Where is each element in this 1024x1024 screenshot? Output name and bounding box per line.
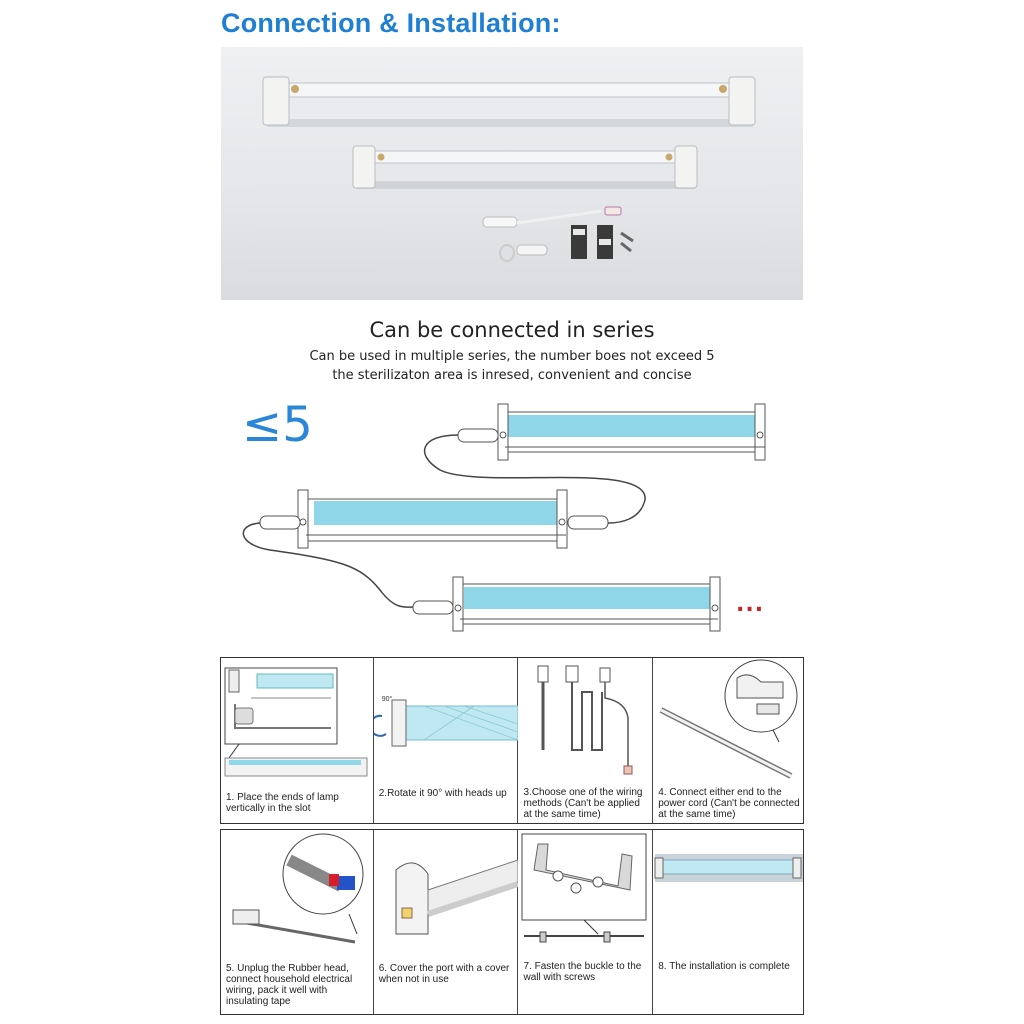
more-lamps-ellipsis: ... xyxy=(736,592,765,617)
step-8 xyxy=(653,830,803,1014)
series-heading: Can be connected in series xyxy=(369,318,655,342)
plug-2b xyxy=(568,516,608,529)
short-lamp-fixture xyxy=(353,146,697,189)
step-3 xyxy=(518,658,653,823)
step-4 xyxy=(653,658,803,823)
step-6-illustration xyxy=(374,830,518,958)
step-3-text: 3.Choose one of the wiring methods (Can't be applied at the same time) xyxy=(523,787,643,820)
step-2 xyxy=(374,658,519,823)
step-5 xyxy=(221,830,374,1014)
step-5-illustration xyxy=(221,830,373,958)
steps-row-2 xyxy=(220,829,804,1015)
step-6 xyxy=(374,830,519,1014)
series-description-line2: the sterilizaton area is inresed, convenient and concise xyxy=(332,368,692,383)
steps-row-1 xyxy=(220,657,804,824)
step-8-illustration xyxy=(653,830,803,958)
step-7-text: 7. Fasten the buckle to the wall with screws xyxy=(523,961,642,983)
step-3-illustration xyxy=(518,658,652,783)
lamp-fixture-2 xyxy=(298,490,567,548)
series-connection-diagram xyxy=(220,395,780,640)
max-count-label: ≤5 xyxy=(242,397,313,453)
step-5-text: 5. Unplug the Rubber head, connect household electrical wiring, pack it well with insulating tape xyxy=(226,963,353,1007)
step-7-illustration xyxy=(518,830,652,958)
step-8-text: 8. The installation is complete xyxy=(658,961,790,972)
step-4-illustration xyxy=(653,658,803,788)
product-photo xyxy=(221,47,803,300)
angle-label: 90° xyxy=(381,696,393,703)
plug-3 xyxy=(413,601,453,614)
accessories xyxy=(483,207,633,261)
lamp-fixture-1 xyxy=(498,404,765,460)
step-1-text: 1. Place the ends of lamp vertically in the slot xyxy=(226,792,339,814)
step-4-text: 4. Connect either end to the power cord (Can't be connected at the same time) xyxy=(658,787,800,820)
lamp-fixture-3 xyxy=(453,577,720,631)
step-7 xyxy=(518,830,653,1014)
step-6-text: 6. Cover the port with a cover when not in use xyxy=(378,963,510,985)
step-1-illustration xyxy=(221,658,373,788)
long-lamp-fixture xyxy=(263,77,755,127)
plug-2a xyxy=(260,516,300,529)
page-title: Connection & Installation: xyxy=(221,8,561,38)
step-2-illustration xyxy=(374,658,518,788)
step-1 xyxy=(221,658,374,823)
series-description-line1: Can be used in multiple series, the number boes not exceed 5 xyxy=(309,349,715,364)
step-2-text: 2.Rotate it 90° with heads up xyxy=(378,788,507,799)
plug-1 xyxy=(458,429,498,442)
